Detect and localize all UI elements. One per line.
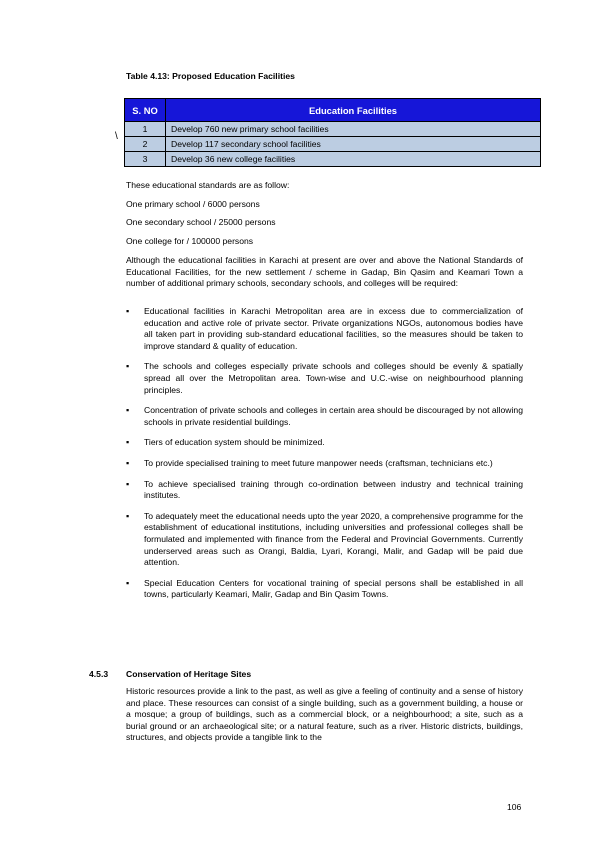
row-facility: Develop 117 secondary school facilities: [166, 137, 541, 152]
list-item-text: Concentration of private schools and colleges in certain area should be discouraged by not allowing schools in private residential buildings.: [144, 405, 523, 427]
bullet-icon: ▪: [126, 510, 130, 521]
bullet-icon: ▪: [126, 437, 130, 448]
list-item-text: The schools and colleges especially private schools and colleges should be evenly & spatially spread all over the Metropolitan area. Town-wise and U.C.-wise on neighbourhood planning principles.: [144, 361, 523, 395]
list-item-text: Educational facilities in Karachi Metropolitan area are in excess due to commercialization of education and active role of private sector. Private organizations NGOs, autonomous bodies have all taken part in providing sub-standard educational facilities, so the measures should be taken to improve standard & quality of education.: [144, 306, 523, 351]
table-header-row: [125, 99, 541, 122]
header-facilities: Education Facilities: [166, 99, 541, 122]
row-sno: 3: [125, 152, 166, 167]
list-item-text: Special Education Centers for vocational training of special persons shall be established in all towns, particularly Keamari, Malir, Gadap and Bin Qasim Towns.: [144, 577, 523, 600]
bullet-icon: ▪: [126, 478, 130, 489]
bullet-icon: ▪: [126, 405, 130, 416]
list-item: [126, 437, 523, 449]
list-item-text: To provide specialised training to meet future manpower needs (craftsman, technicians etc.): [144, 457, 493, 468]
table-row: [125, 152, 541, 167]
list-item: [126, 361, 523, 396]
section-paragraph: Historic resources provide a link to the past, as well as give a feeling of continuity and a sense of history and place. These resources can consist of a single building, such as a government building, a house or a mosque; a group of buildings, such as a commercial block, or a neighbourhood; a site, such as a burial ground or an archaeological site; or a natural feature, such as a river. Historic districts, buildings, structures, and objects provide a tangible link to the: [126, 686, 523, 743]
list-item-text: To adequately meet the educational needs upto the year 2020, a comprehensive programme for the establishment of educational institutions, including universities and professional colleges shall be formulated and implemented with finance from the Federal and Provincial Governments. Currently underserved areas such as Orangi, Baldia, Lyari, Korangi, Malir, and Gadap will be paid due attention.: [144, 510, 523, 568]
row-facility: Develop 36 new college facilities: [166, 152, 541, 167]
standard-college: One college for / 100000 persons: [126, 236, 254, 246]
table-caption: Table 4.13: Proposed Education Facilities: [126, 71, 295, 81]
list-item-text: Tiers of education system should be minimized.: [144, 437, 325, 448]
standards-intro: These educational standards are as follow:: [126, 180, 290, 190]
standard-primary: One primary school / 6000 persons: [126, 199, 260, 209]
intro-paragraph: Although the educational facilities in Karachi at present are over and above the National Standards of Educational Facilities, for the new settlement / scheme in Gadap, Bin Qasim and Keamari Town a number of additional primary schools, secondary schools, and colleges will be required:: [126, 255, 523, 289]
recommendations-list: [126, 306, 523, 610]
bullet-icon: ▪: [126, 577, 130, 588]
section-number: 4.5.3: [89, 669, 109, 679]
list-item: [126, 306, 523, 352]
bullet-icon: ▪: [126, 361, 130, 372]
row-facility: Develop 760 new primary school facilities: [166, 122, 541, 137]
bullet-icon: ▪: [126, 306, 130, 316]
list-item: [126, 578, 523, 601]
page-number: 106: [507, 802, 522, 812]
list-item-text: To achieve specialised training through co-ordination between industry and technical training institutes.: [144, 478, 523, 501]
list-item: [126, 511, 523, 569]
list-item: [126, 458, 523, 470]
stray-mark: \: [115, 131, 118, 142]
standard-secondary: One secondary school / 25000 persons: [126, 217, 276, 227]
bullet-icon: ▪: [126, 457, 130, 468]
header-sno: S. NO: [125, 99, 166, 122]
education-facilities-table: [124, 98, 541, 167]
row-sno: 2: [125, 137, 166, 152]
list-item: [126, 479, 523, 502]
section-title: Conservation of Heritage Sites: [126, 669, 252, 679]
row-sno: 1: [125, 122, 166, 137]
table-row: [125, 137, 541, 152]
list-item: [126, 405, 523, 428]
table-row: [125, 122, 541, 137]
